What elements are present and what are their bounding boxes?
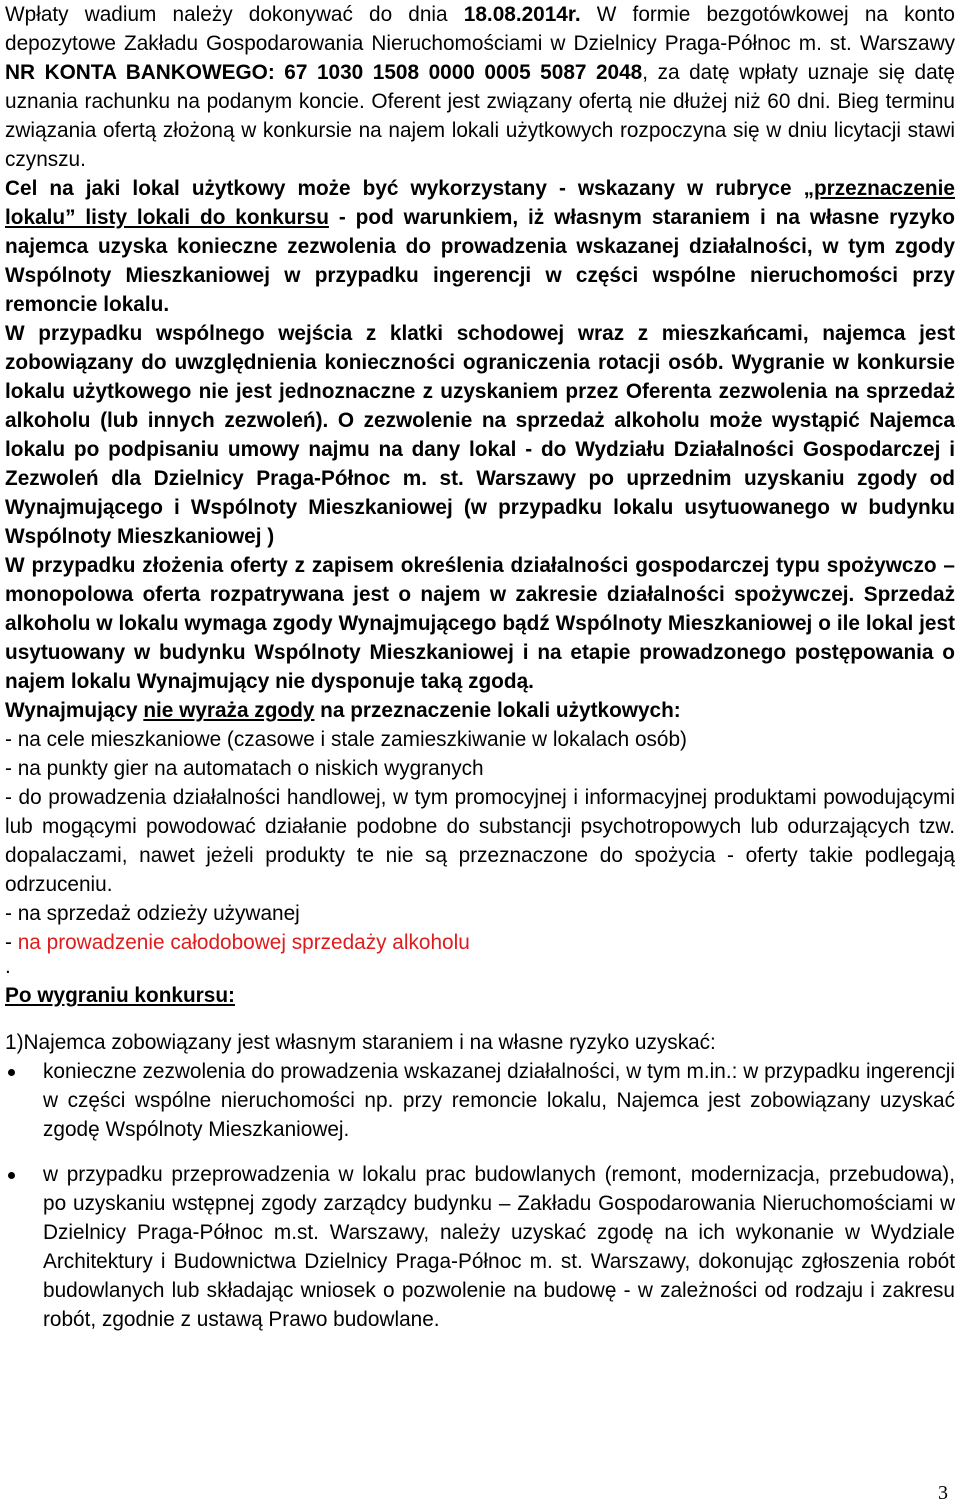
requirements-list — [5, 1057, 955, 1334]
bank-account-number: NR KONTA BANKOWEGO: 67 1030 1508 0000 0005 5087 2048 — [5, 61, 643, 84]
list-item: konieczne zezwolenia do prowadzenia wskazanej działalności, w tym m.in.: w przypadku ingerencji w części wspólne nieruchomości np. przy remoncie lokalu, Najemca jest zobowiązany uzyskać zgodę Wspólnoty Mieszkaniowej. — [5, 1057, 955, 1144]
point-one: 1)Najemca zobowiązany jest własnym staraniem i na własne ryzyko uzyskać: — [5, 1031, 716, 1054]
list-item: - na cele mieszkaniowe (czasowe i stale zamieszkiwanie w lokalach osób) — [5, 728, 687, 751]
document-page — [5, 0, 955, 1334]
section-heading: Po wygraniu konkursu: — [5, 984, 235, 1007]
paragraph-no-consent: Wynajmujący nie wyraża zgody na przeznaczenie lokali użytkowych: — [5, 699, 681, 722]
list-item: - do prowadzenia działalności handlowej, w tym promocyjnej i informacyjnej produktami powodującymi lub mogącymi powodować działanie podobne do substancji psychotropowych lub odurzających tzw. dopalaczami, nawet jeżeli produkty te nie są przeznaczone do spożycia - oferty takie podlegają odrzuceniu. — [5, 786, 955, 896]
paragraph-payment: Wpłaty wadium należy dokonywać do dnia 18.08.2014r. W formie bezgotówkowej na konto depozytowe Zakładu Gospodarowania Nieruchomościami w Dzielnicy Praga-Północ m. st. Warszawy NR KONTA BANKOWEGO: 67 1030 1508 0000 0005 5087 2048, za datę wpłaty uznaje się datę uznania rachunku na podanym koncie. Oferent jest związany ofertą nie dłużej niż 60 dni. Bieg terminu związania ofertą złożoną w konkursie na najem lokali użytkowych rozpoczyna się w dniu licytacji stawi czynszu. — [5, 3, 955, 171]
deadline-date: 18.08.2014r. — [463, 3, 581, 26]
dot-line: . — [5, 955, 11, 978]
paragraph-purpose: Cel na jaki lokal użytkowy może być wykorzystany - wskazany w rubryce „przeznaczenie lokalu” listy lokali do konkursu - pod warunkiem, iż własnym staraniem i na własne ryzyko najemca uzyska konieczne zezwolenia do prowadzenia wskazanej działalności, w tym zgody Wspólnoty Mieszkaniowej w przypadku ingerencji w części wspólne nieruchomości przy remoncie lokalu. — [5, 177, 956, 316]
bullet-icon — [8, 1069, 15, 1076]
list-item-red: - na prowadzenie całodobowej sprzedaży alkoholu — [5, 931, 470, 954]
paragraph-grocery-offer: W przypadku złożenia oferty z zapisem określenia działalności gospodarczej typu spożywczo – monopolowa oferta rozpatrywana jest o najem w zakresie działalności spożywczej. Sprzedaż alkoholu w lokalu wymaga zgody Wynajmującego bądź Wspólnoty Mieszkaniowej o ile lokal jest usytuowany w budynku Wspólnoty Mieszkaniowej i na etapie prowadzonego postępowania o najem lokalu Wynajmujący nie dysponuje taką zgodą. — [5, 554, 955, 693]
list-item: - na sprzedaż odzieży używanej — [5, 902, 300, 925]
list-item: - na punkty gier na automatach o niskich wygranych — [5, 757, 484, 780]
paragraph-shared-entrance: W przypadku wspólnego wejścia z klatki schodowej wraz z mieszkańcami, najemca jest zobowiązany do uwzględnienia konieczności ograniczenia rotacji osób. Wygranie w konkursie lokalu użytkowego nie jest jednoznaczne z uzyskaniem przez Oferenta zezwolenia na sprzedaż alkoholu (lub innych zezwoleń). O zezwolenie na sprzedaż alkoholu może wystąpić Najemca lokalu po podpisaniu umowy najmu na dany lokal - do Wydziału Działalności Gospodarczej i Zezwoleń dla Dzielnicy Praga-Północ m. st. Warszawy po uprzednim uzyskaniu zgody od Wynajmującego i Wspólnoty Mieszkaniowej (w przypadku lokalu usytuowanego w budynku Wspólnoty Mieszkaniowej ) — [5, 322, 955, 548]
list-item: w przypadku przeprowadzenia w lokalu prac budowlanych (remont, modernizacja, przebudowa), po uzyskaniu wstępnej zgody zarządcy budynku – Zakładu Gospodarowania Nieruchomościami w Dzielnicy Praga-Północ m.st. Warszawy, należy uzyskać zgodę na ich wykonanie w Wydziale Architektury i Budownictwa Dzielnicy Praga-Północ m. st. Warszawy, dokonując zgłoszenia robót budowlanych lub składając wniosek o pozwolenie na budowę - w zależności od rodzaju i zakresu robót, zgodnie z ustawą Prawo budowlane. — [5, 1160, 955, 1334]
bullet-icon — [8, 1172, 15, 1179]
page-number: 3 — [938, 1482, 948, 1504]
